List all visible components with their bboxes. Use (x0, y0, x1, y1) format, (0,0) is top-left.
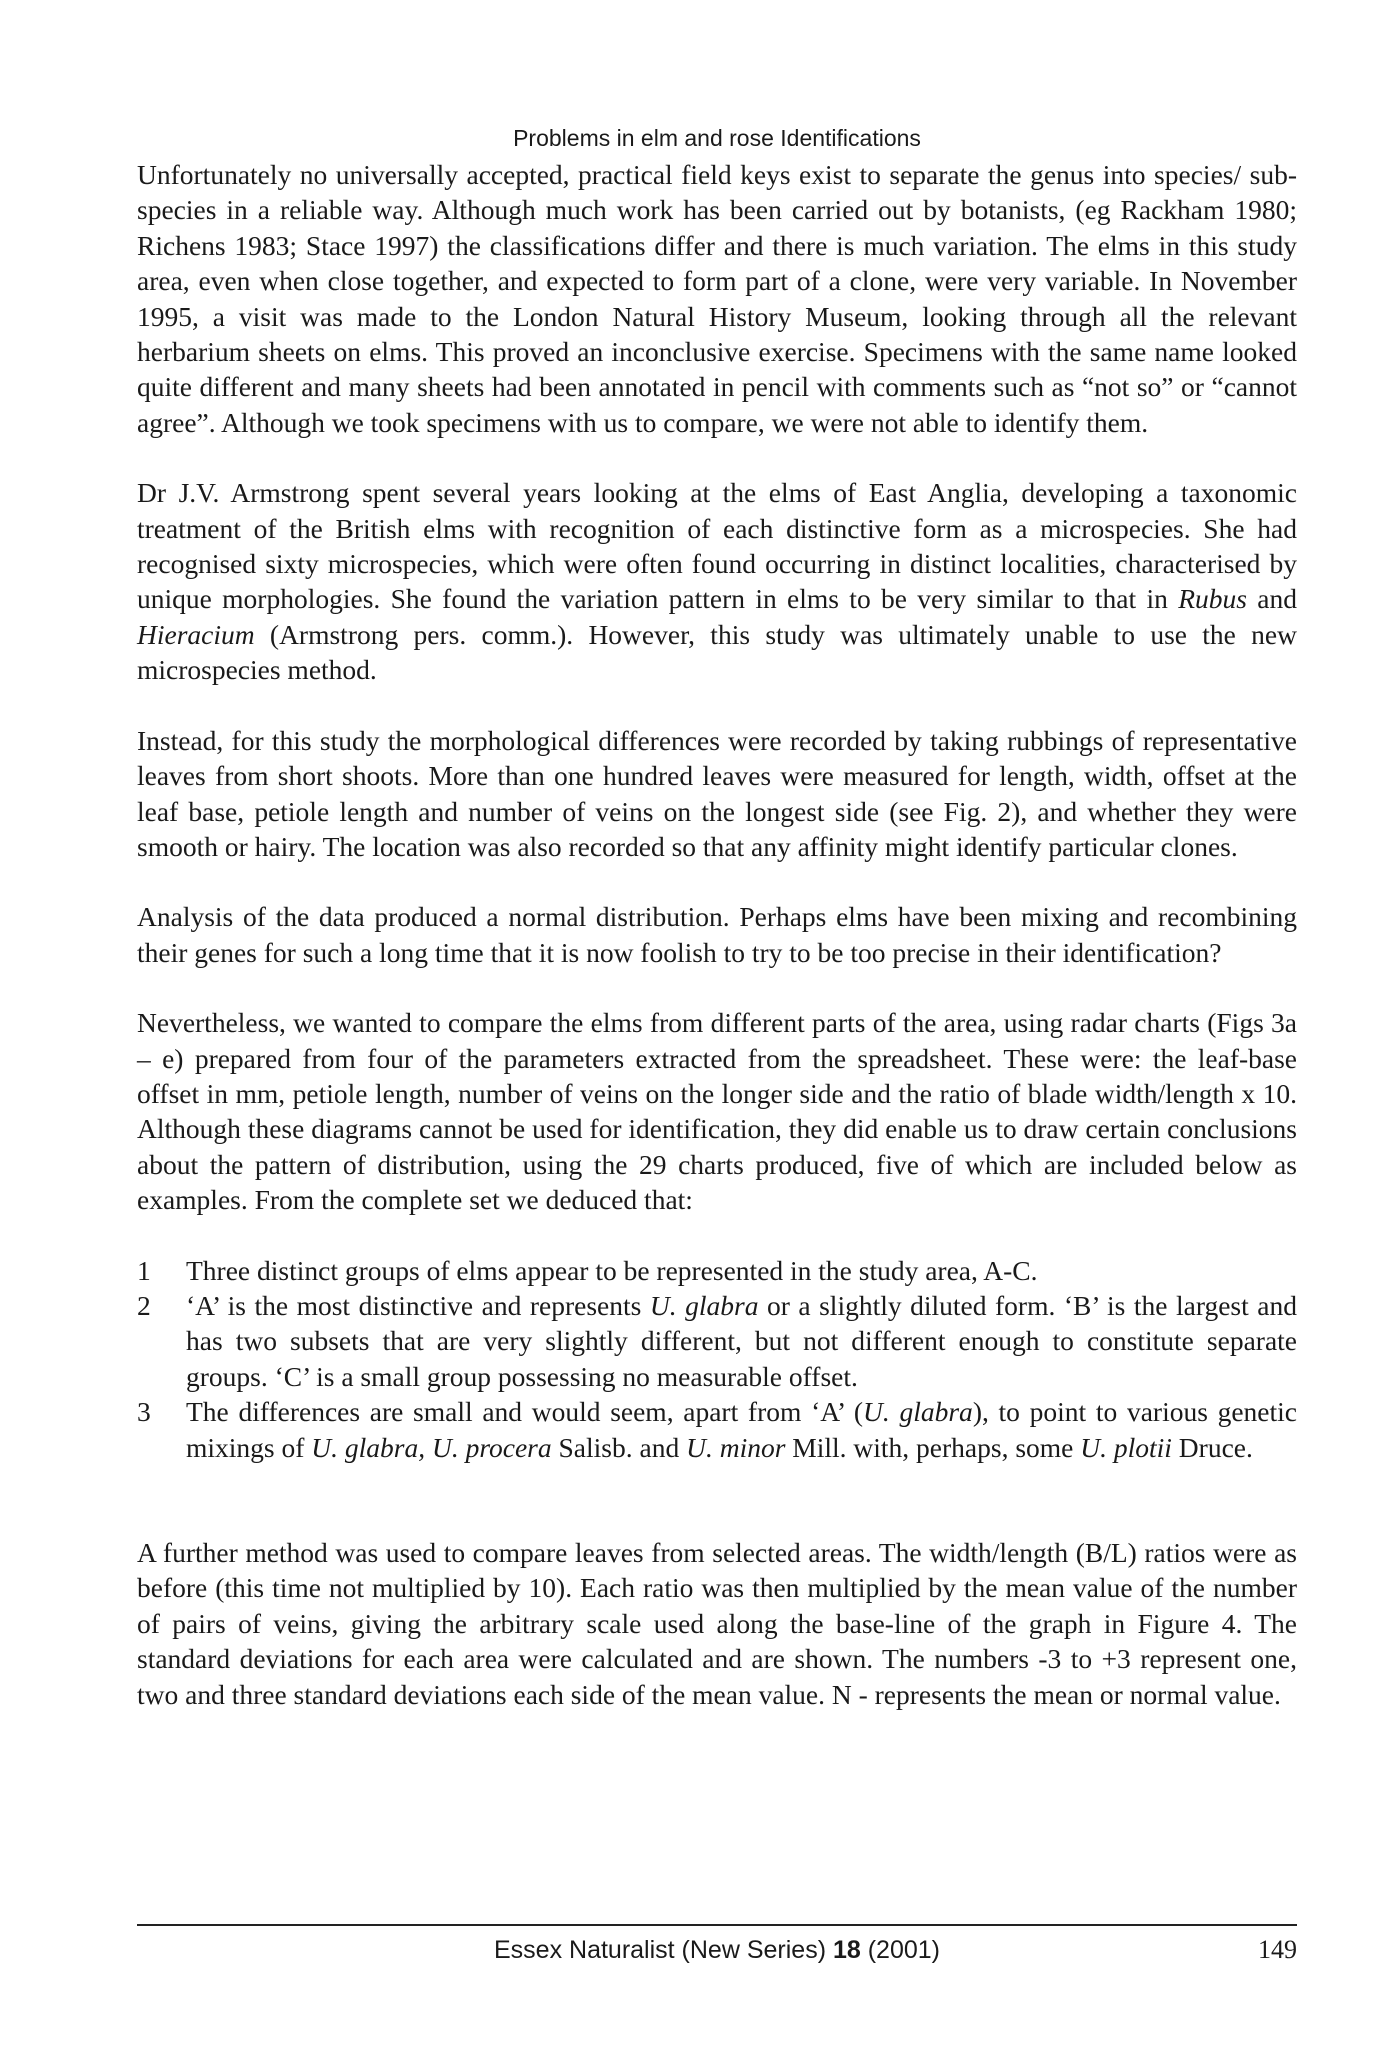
journal-name: Essex Naturalist (New Series) (493, 1936, 833, 1964)
paragraph-2 (137, 475, 1297, 687)
journal-citation (137, 1935, 1297, 1965)
paragraph-6: A further method was used to compare leaves from selected areas. The width/length (B/L) ratios were as before (this time not multiplied by 10). Each ratio was then multiplied by the mean value of the number of pairs of veins, giving the arbitrary scale used along the base-line of the graph in Figure 4. The standard deviations for each area were calculated and are shown. The numbers -3 to +3 represent one, two and three standard deviations each side of the mean value. N - represents the mean or normal value. (137, 1537, 1297, 1710)
taxon-u-minor: U. minor (686, 1431, 786, 1463)
taxon-u-glabra-2: U. glabra (863, 1396, 973, 1428)
list-3-text-a: The differences are small and would seem, apart from ‘A’ ( (186, 1396, 864, 1428)
journal-year: (2001) (860, 1936, 940, 1964)
footer-rule (137, 1924, 1297, 1926)
taxon-u-glabra-procera: U. glabra, U. procera (311, 1431, 552, 1463)
paragraph-1: Unfortunately no universally accepted, practical field keys exist to separate the genus into species/ sub-species in a reliable way. Although much work has been carried out by botanists, (eg Rackham 1980; Richens 1983; Stace 1997) the classifications differ and there is much variation. The elms in this study area, even when close together, and expected to form part of a clone, were very variable. In November 1995, a visit was made to the London Natural History Museum, looking through all the relevant herbarium sheets on elms. This proved an inconclusive exercise. Specimens with the same name looked quite different and many sheets had been annotated in pencil with comments such as “not so” or “cannot agree”. Although we took specimens with us to compare, we were not able to identify them. (137, 159, 1297, 438)
list-3-text-e: Salisb. and (551, 1431, 687, 1463)
taxon-u-plotii: U. plotii (1080, 1431, 1172, 1463)
paragraph-2-text-c: and (1246, 583, 1297, 615)
list-2-text-c: or a slightly diluted form. ‘B’ is the largest and has two subsets that are very slightly different, but not different enough to constitute separate groups. ‘C’ is a small group possessing no measurable offset. (186, 1289, 1297, 1392)
taxon-hieracium: Hieracium (137, 618, 255, 650)
paragraph-2-text-a: Dr J.V. Armstrong spent several years looking at the elms of East Anglia, developing a taxonomic treatment of the British elms with recognition of each distinctive form as a microspecies. She had recognised sixty microspecies, which were often found occurring in distinct localities, characterised by unique morphologies. She found the variation pattern in elms to be very similar to that in (137, 477, 1297, 615)
list-3-text-g: Mill. with, perhaps, some (785, 1431, 1081, 1463)
paragraph-5: Nevertheless, we wanted to compare the elms from different parts of the area, using radar charts (Figs 3a – e) prepared from four of the parameters extracted from the spreadsheet. These were: the leaf-base offset in mm, petiole length, number of veins on the longer side and the ratio of blade width/length x 10. Although these diagrams cannot be used for identification, they did enable us to draw certain conclusions about the pattern of distribution, using the 29 charts produced, five of which are included below as examples. From the complete set we deduced that: (137, 1007, 1297, 1216)
list-text-1: Three distinct groups of elms appear to be represented in the study area, A-C. (186, 1254, 1038, 1286)
list-text-2 (186, 1288, 1297, 1394)
taxon-u-glabra: U. glabra (649, 1289, 759, 1321)
list-item-2 (137, 1288, 1297, 1394)
list-number-2: 2 (137, 1289, 151, 1321)
list-number-1: 1 (137, 1254, 151, 1286)
paragraph-2-text-e: (Armstrong pers. comm.). However, this study was ultimately unable to use the new microspecies method. (137, 618, 1297, 686)
list-text-3 (186, 1394, 1297, 1465)
list-item-3 (137, 1394, 1297, 1465)
taxon-rubus: Rubus (1178, 583, 1247, 615)
list-number-3: 3 (137, 1396, 151, 1428)
list-3-text-c: ), to point to various genetic mixings of (186, 1396, 1298, 1463)
list-3-text-i: Druce. (1171, 1431, 1253, 1463)
list-item-1 (137, 1253, 1297, 1288)
document-page (137, 0, 1297, 2067)
conclusions-list (137, 1253, 1297, 1465)
volume-number: 18 (832, 1936, 861, 1964)
list-2-text-a: ‘A’ is the most distinctive and represents (186, 1289, 650, 1321)
body-text (137, 157, 1297, 1712)
paragraph-3: Instead, for this study the morphological differences were recorded by taking rubbings of representative leaves from short shoots. More than one hundred leaves were measured for length, width, offset at the leaf base, petiole length and number of veins on the longest side (see Fig. 2), and whether they were smooth or hairy. The location was also recorded so that any affinity might identify particular clones. (137, 724, 1297, 862)
running-head: Problems in elm and rose Identifications (513, 125, 921, 151)
paragraph-4: Analysis of the data produced a normal distribution. Perhaps elms have been mixing and recombining their genes for such a long time that it is now foolish to try to be too precise in their identification? (137, 901, 1297, 968)
page-number: 149 (1258, 1935, 1297, 1964)
